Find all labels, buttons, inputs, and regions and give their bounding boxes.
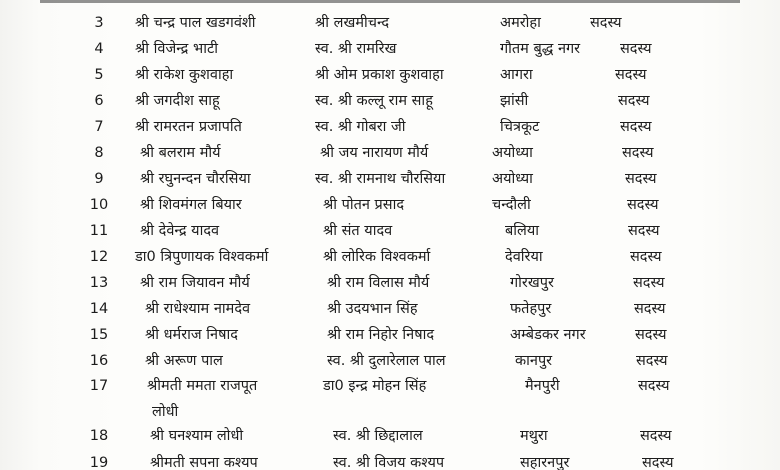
district-name: गोरखपुर: [510, 275, 554, 291]
father-name: श्री उदयभान सिंह: [327, 301, 418, 317]
member-role: सदस्य: [627, 197, 659, 213]
district-name: चन्दौली: [492, 197, 531, 213]
district-name: फतेहपुर: [510, 301, 552, 317]
member-name: श्री बलराम मौर्य: [140, 145, 221, 161]
father-name: श्री पोतन प्रसाद: [323, 197, 405, 213]
table-row: [0, 88, 780, 114]
district-name: मथुरा: [520, 428, 548, 444]
father-name: स्व. श्री दुलारेलाल पाल: [327, 353, 446, 369]
member-name: श्री शिवमंगल बियार: [140, 197, 242, 213]
district-name: चित्रकूट: [500, 119, 540, 135]
serial-number: 13: [89, 275, 109, 291]
member-name: श्री घनश्याम लोधी: [150, 428, 244, 444]
serial-number: 8: [94, 145, 104, 161]
serial-number: 5: [94, 67, 104, 83]
member-name: श्री रघुनन्दन चौरसिया: [140, 171, 251, 187]
district-name: अयोध्या: [492, 171, 533, 187]
previous-row-edge: [40, 0, 740, 3]
father-name: श्री ओम प्रकाश कुशवाहा: [315, 67, 444, 83]
serial-number: 4: [94, 41, 104, 57]
member-name: श्री जगदीश साहू: [135, 93, 220, 109]
table-row: [0, 62, 780, 88]
father-name: स्व. श्री रामरिख: [315, 41, 397, 57]
member-role: सदस्य: [622, 145, 654, 161]
member-name: श्री चन्द्र पाल खडगवंशी: [135, 15, 256, 31]
table-row: [0, 114, 780, 140]
serial-number: 12: [89, 249, 109, 265]
table-row: [0, 192, 780, 218]
member-role: सदस्य: [640, 428, 672, 444]
district-name: सहारनपुर: [520, 455, 570, 470]
member-role: सदस्य: [620, 119, 652, 135]
member-role: सदस्य: [635, 327, 667, 343]
serial-number: 9: [94, 171, 104, 187]
member-role: सदस्य: [618, 93, 650, 109]
member-role: सदस्य: [628, 223, 660, 239]
member-role: सदस्य: [620, 41, 652, 57]
district-name: अमरोहा: [500, 15, 541, 31]
member-name: श्रीमती सपना कश्यप: [150, 455, 258, 470]
table-row: [0, 322, 780, 348]
district-name: कानपुर: [515, 353, 553, 369]
father-name: श्री राम विलास मौर्य: [327, 275, 430, 291]
member-role: सदस्य: [590, 15, 622, 31]
father-name: श्री राम निहोर निषाद: [327, 327, 435, 343]
father-name: स्व. श्री छिद्दालाल: [333, 428, 423, 444]
member-role: सदस्य: [642, 455, 674, 470]
father-name: स्व. श्री कल्लू राम साहू: [315, 93, 433, 109]
member-role: सदस्य: [638, 378, 670, 394]
serial-number: 17: [89, 378, 109, 394]
member-role: सदस्य: [630, 249, 662, 265]
table-row: [0, 270, 780, 296]
serial-number: 15: [89, 327, 109, 343]
district-name: अयोध्या: [492, 145, 533, 161]
table-row: [0, 244, 780, 270]
serial-number: 3: [94, 15, 104, 31]
member-name: श्री विजेन्द्र भाटी: [135, 41, 219, 57]
father-name: श्री लोरिक विश्वकर्मा: [323, 249, 431, 265]
table-row: [0, 36, 780, 62]
member-role: सदस्य: [615, 67, 647, 83]
member-name-continuation: लोधी: [152, 404, 179, 420]
table-row: [0, 218, 780, 244]
serial-number: 19: [89, 455, 109, 470]
table-row: [0, 296, 780, 322]
member-role: सदस्य: [633, 275, 665, 291]
member-name: श्री रामरतन प्रजापति: [135, 119, 242, 135]
serial-number: 6: [94, 93, 104, 109]
serial-number: 18: [89, 428, 109, 444]
member-role: सदस्य: [625, 171, 657, 187]
father-name: श्री लखमीचन्द: [315, 15, 390, 31]
member-name: श्री अरूण पाल: [145, 353, 223, 369]
serial-number: 16: [89, 353, 109, 369]
father-name: डा0 इन्द्र मोहन सिंह: [323, 378, 427, 394]
father-name: स्व. श्री विजय कश्यप: [333, 455, 445, 470]
member-name: डा0 त्रिपुणायक विश्वकर्मा: [135, 249, 269, 265]
table-row: [0, 348, 780, 374]
member-name: श्रीमती ममता राजपूत: [147, 378, 258, 394]
district-name: अम्बेडकर नगर: [510, 327, 586, 343]
district-name: गौतम बुद्ध नगर: [500, 41, 581, 57]
serial-number: 14: [89, 301, 109, 317]
member-name: श्री राकेश कुशवाहा: [135, 67, 234, 83]
member-name: श्री धर्मराज निषाद: [145, 327, 238, 343]
member-role: सदस्य: [636, 353, 668, 369]
father-name: श्री जय नारायण मौर्य: [320, 145, 429, 161]
serial-number: 11: [89, 223, 109, 239]
member-name: श्री राधेश्याम नामदेव: [145, 301, 251, 317]
serial-number: 7: [94, 119, 104, 135]
district-name: आगरा: [500, 67, 533, 83]
father-name: स्व. श्री गोबरा जी: [315, 119, 406, 135]
father-name: स्व. श्री रामनाथ चौरसिया: [315, 171, 446, 187]
table-row: [0, 10, 780, 36]
table-row: [0, 166, 780, 192]
district-name: देवरिया: [505, 249, 543, 265]
member-name: श्री देवेन्द्र यादव: [140, 223, 220, 239]
table-row: [0, 423, 780, 449]
district-name: झांसी: [500, 93, 529, 109]
member-name: श्री राम जियावन मौर्य: [140, 275, 250, 291]
serial-number: 10: [89, 197, 109, 213]
father-name: श्री संत यादव: [323, 223, 393, 239]
member-role: सदस्य: [634, 301, 666, 317]
table-row: [0, 140, 780, 166]
district-name: बलिया: [505, 223, 540, 239]
table-row: [0, 373, 780, 420]
district-name: मैनपुरी: [525, 378, 560, 394]
table-row: [0, 450, 780, 470]
